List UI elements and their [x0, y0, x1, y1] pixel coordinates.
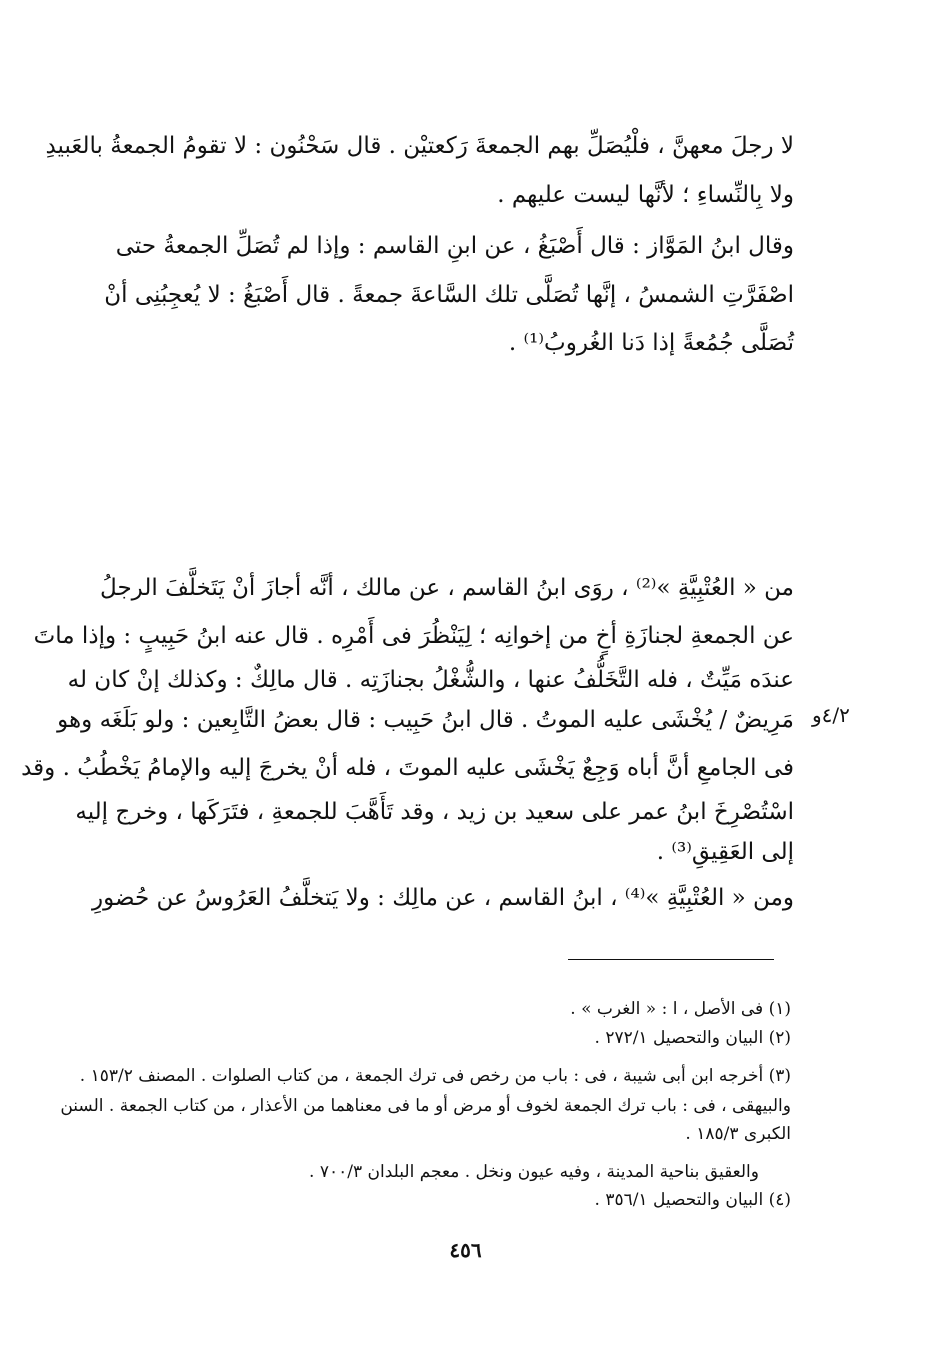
text-line: اصْفَرَّتِ الشمسُ ، إنَّها تُصَلَّى تلك السَّاعةَ جمعةً . قال أَصْبَغُ : لا يُعجِبُنِى أنْ: [104, 282, 794, 308]
text-line: إلى العَقِيقِ⁽³⁾ .: [656, 839, 794, 865]
footnote: (٤) البيان والتحصيل ٣٥٦/١ .: [594, 1190, 791, 1210]
text-line: ومن « العُتْبِيَّةِ »⁽⁴⁾ ، ابنُ القاسم ، عن مالِك : ولا يَتخلَّفُ العَرُوسُ عن حُضورِ: [92, 885, 794, 911]
page-number: ٤٥٦: [449, 1238, 482, 1262]
footnote: الكبرى ١٨٥/٣ .: [685, 1124, 791, 1144]
margin-folio-reference: ٤/٢و: [812, 703, 850, 727]
text-line: مَرِيضٌ / يُخْشَى عليه الموتُ . قال ابنُ حَبِيب : قال بعضُ التَّابِعين : ولو بَلَغَه وهو: [57, 707, 794, 733]
section-heading: [0, 392, 931, 428]
section-heading: [0, 437, 931, 473]
text-line: ولا بِالنِّساءِ ؛ لأنَّها ليست عليهم .: [497, 182, 794, 208]
footnote: (٢) البيان والتحصيل ٢٧٢/١ .: [594, 1028, 791, 1048]
section-heading: [0, 482, 931, 518]
footnote-separator: [568, 959, 774, 960]
text-line: تُصَلَّى جُمُعةً إذا دَنا الغُروبُ⁽¹⁾ .: [508, 330, 794, 356]
footnote: والبيهقى ، فى : باب ترك الجمعة لخوف أو مرض أو ما فى معناهما من الأعذار ، من كتاب الجمعة . السنن: [60, 1096, 791, 1116]
text-line: لا رجلَ معهنَّ ، فلْيُصَلِّ بهم الجمعةَ رَكعتيْن . قال سَحْنُون : لا تقومُ الجمعةُ بالعَبيدِ: [45, 133, 794, 159]
footnote: والعقيق بناحية المدينة ، وفيه عيون ونخل . معجم البلدان ٧٠٠/٣ .: [309, 1162, 759, 1182]
footnote: (١) فى الأصل ، ا : « الغرب » .: [570, 999, 791, 1019]
text-line: من « العُتْبِيَّةِ »⁽²⁾ ، روَى ابنُ القاسم ، عن مالك ، أنَّه أجازَ أنْ يَتَخلَّفَ الرجلُ: [100, 575, 794, 601]
text-line: فى الجامعِ أنَّ أباه وَجِعٌ يَخْشَى عليه الموتَ ، فله أنْ يخرجَ إليه والإمامُ يَخْطُبُ . وقد: [21, 755, 794, 781]
footnote: (٣) أخرجه ابن أبى شيبة ، فى : باب من رخص فى ترك الجمعة ، من كتاب الصلوات . المصنف ١٥٣/٢ .: [79, 1066, 791, 1086]
text-line: اسْتُصْرِخَ ابنُ عمر على سعيد بن زيد ، وقد تَأَهَّبَ للجمعةِ ، فتَرَكَها ، وخرج إليه: [75, 799, 794, 825]
text-line: عندَه مَيِّتٌ ، فله التَّخَلُّفُ عنها ، والشُّغْلُ بجنازَتِه . قال مالِكٌ : وكذلك إنْ كان له: [67, 667, 794, 693]
text-line: وقال ابنُ المَوَّاز : قال أَصْبَغُ ، عن ابنِ القاسم : وإذا لم تُصَلِّ الجمعةُ حتى: [115, 233, 794, 259]
text-line: عن الجمعةِ لجنازَةِ أخٍ من إخوانِه ؛ لِيَنْظُرَ فى أَمْرِه . قال عنه ابنُ حَبِيبٍ : وإذا ماتَ: [33, 623, 794, 649]
